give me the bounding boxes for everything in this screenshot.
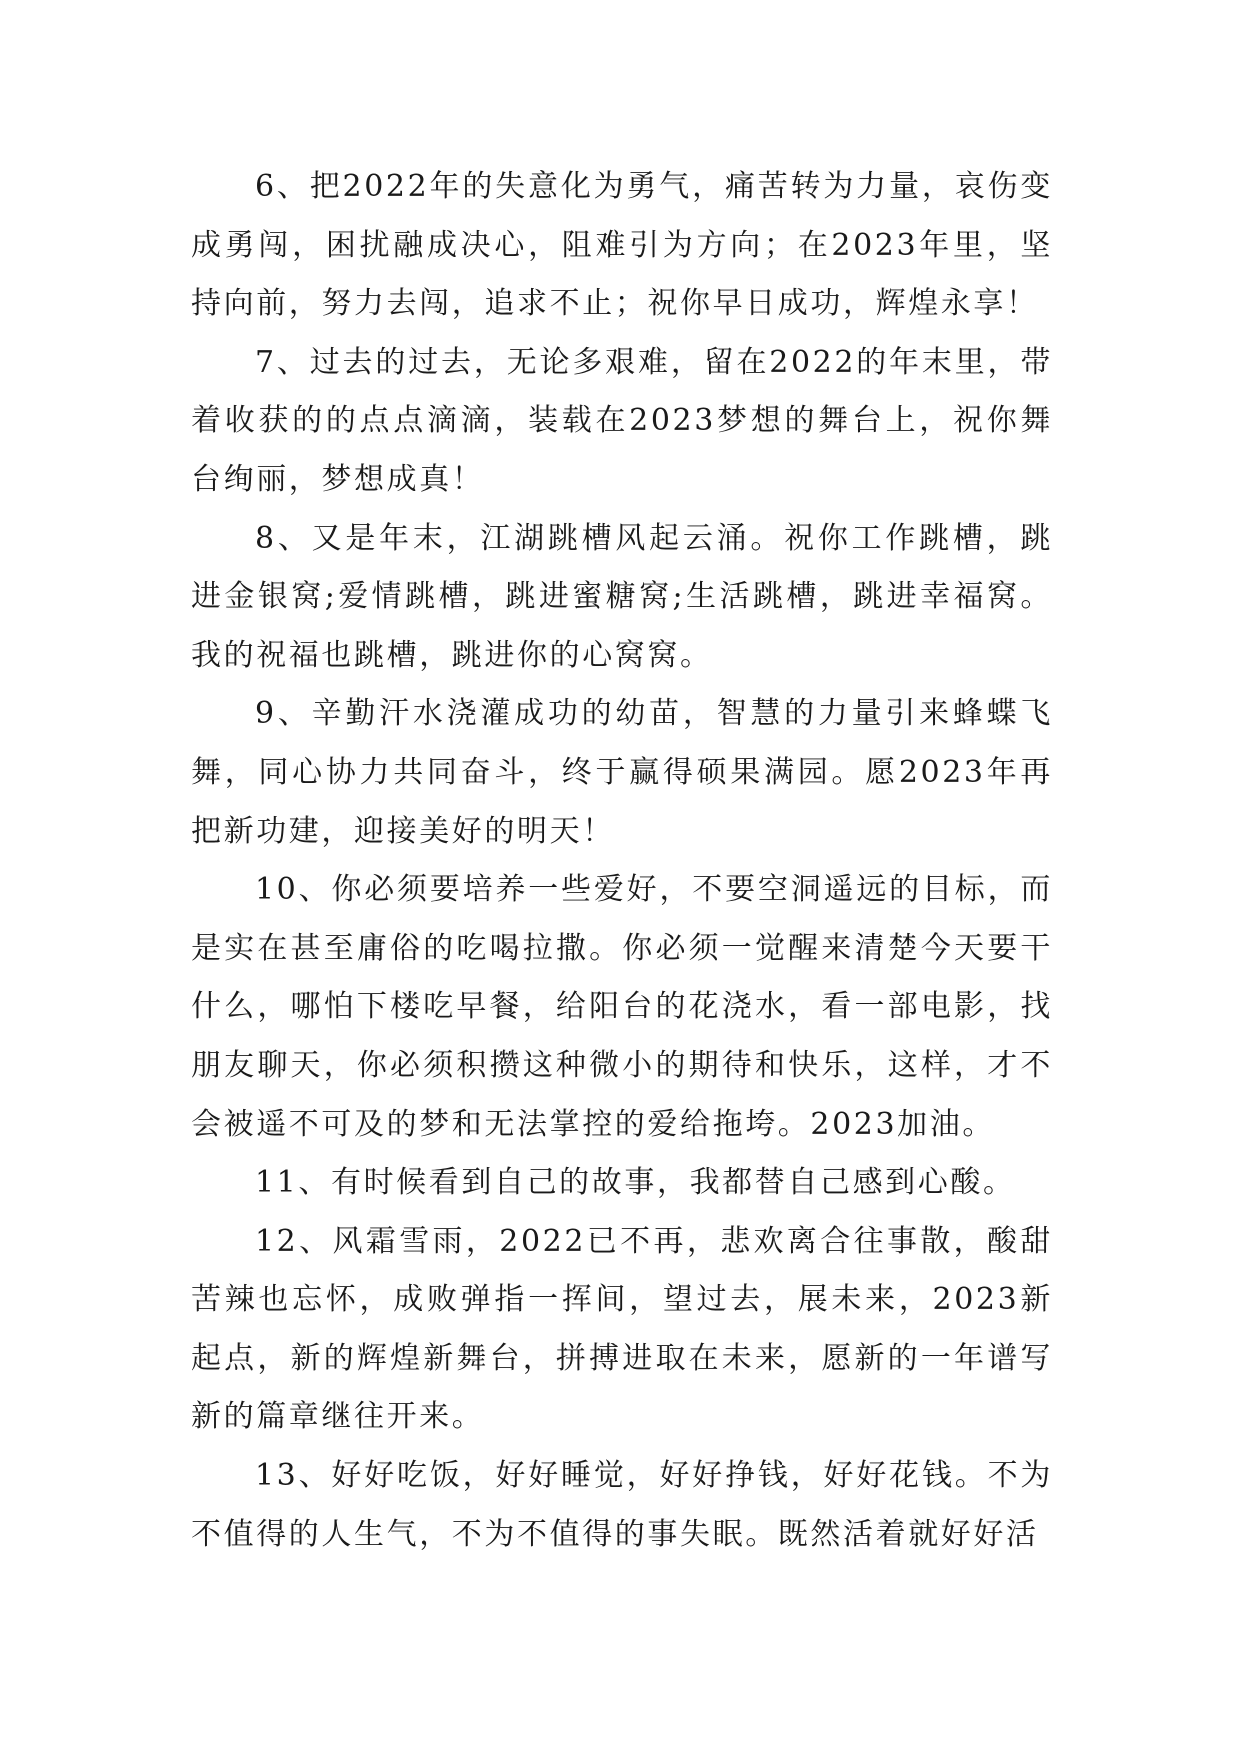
paragraph-8: 8、又是年末，江湖跳槽风起云涌。祝你工作跳槽，跳进金银窝;爱情跳槽，跳进蜜糖窝;生活跳槽，跳进幸福窝。我的祝福也跳槽，跳进你的心窝窝。 (191, 520, 1053, 673)
paragraph-13: 13、好好吃饭，好好睡觉，好好挣钱，好好花钱。不为不值得的人生气，不为不值得的事失眠。既然活着就好好活 (191, 1458, 1053, 1552)
paragraph-9: 9、辛勤汗水浇灌成功的幼苗，智慧的力量引来蜂蝶飞舞，同心协力共同奋斗，终于赢得硕果满园。愿2023年再把新功建，迎接美好的明天！ (191, 696, 1053, 849)
document-body (191, 158, 1053, 1564)
paragraph-12: 12、风霜雪雨，2022已不再，悲欢离合往事散，酸甜苦辣也忘怀，成败弹指一挥间，望过去，展未来，2023新起点，新的辉煌新舞台，拼搏进取在未来，愿新的一年谱写新的篇章继往开来。 (191, 1223, 1053, 1435)
paragraph-6: 6、把2022年的失意化为勇气，痛苦转为力量，哀伤变成勇闯，困扰融成决心，阻难引为方向；在2023年里，坚持向前，努力去闯，追求不止；祝你早日成功，辉煌永享！ (191, 169, 1053, 322)
paragraph-11: 11、有时候看到自己的故事，我都替自己感到心酸。 (255, 1165, 1016, 1201)
paragraph-10: 10、你必须要培养一些爱好，不要空洞遥远的目标，而是实在甚至庸俗的吃喝拉撒。你必须一觉醒来清楚今天要干什么，哪怕下楼吃早餐，给阳台的花浇水，看一部电影，找朋友聊天，你必须积攒这种微小的期待和快乐，这样，才不会被遥不可及的梦和无法掌控的爱给拖垮。2023加油。 (191, 872, 1053, 1142)
paragraph-7: 7、过去的过去，无论多艰难，留在2022的年末里，带着收获的的点点滴滴，装载在2023梦想的舞台上，祝你舞台绚丽，梦想成真！ (191, 344, 1053, 497)
